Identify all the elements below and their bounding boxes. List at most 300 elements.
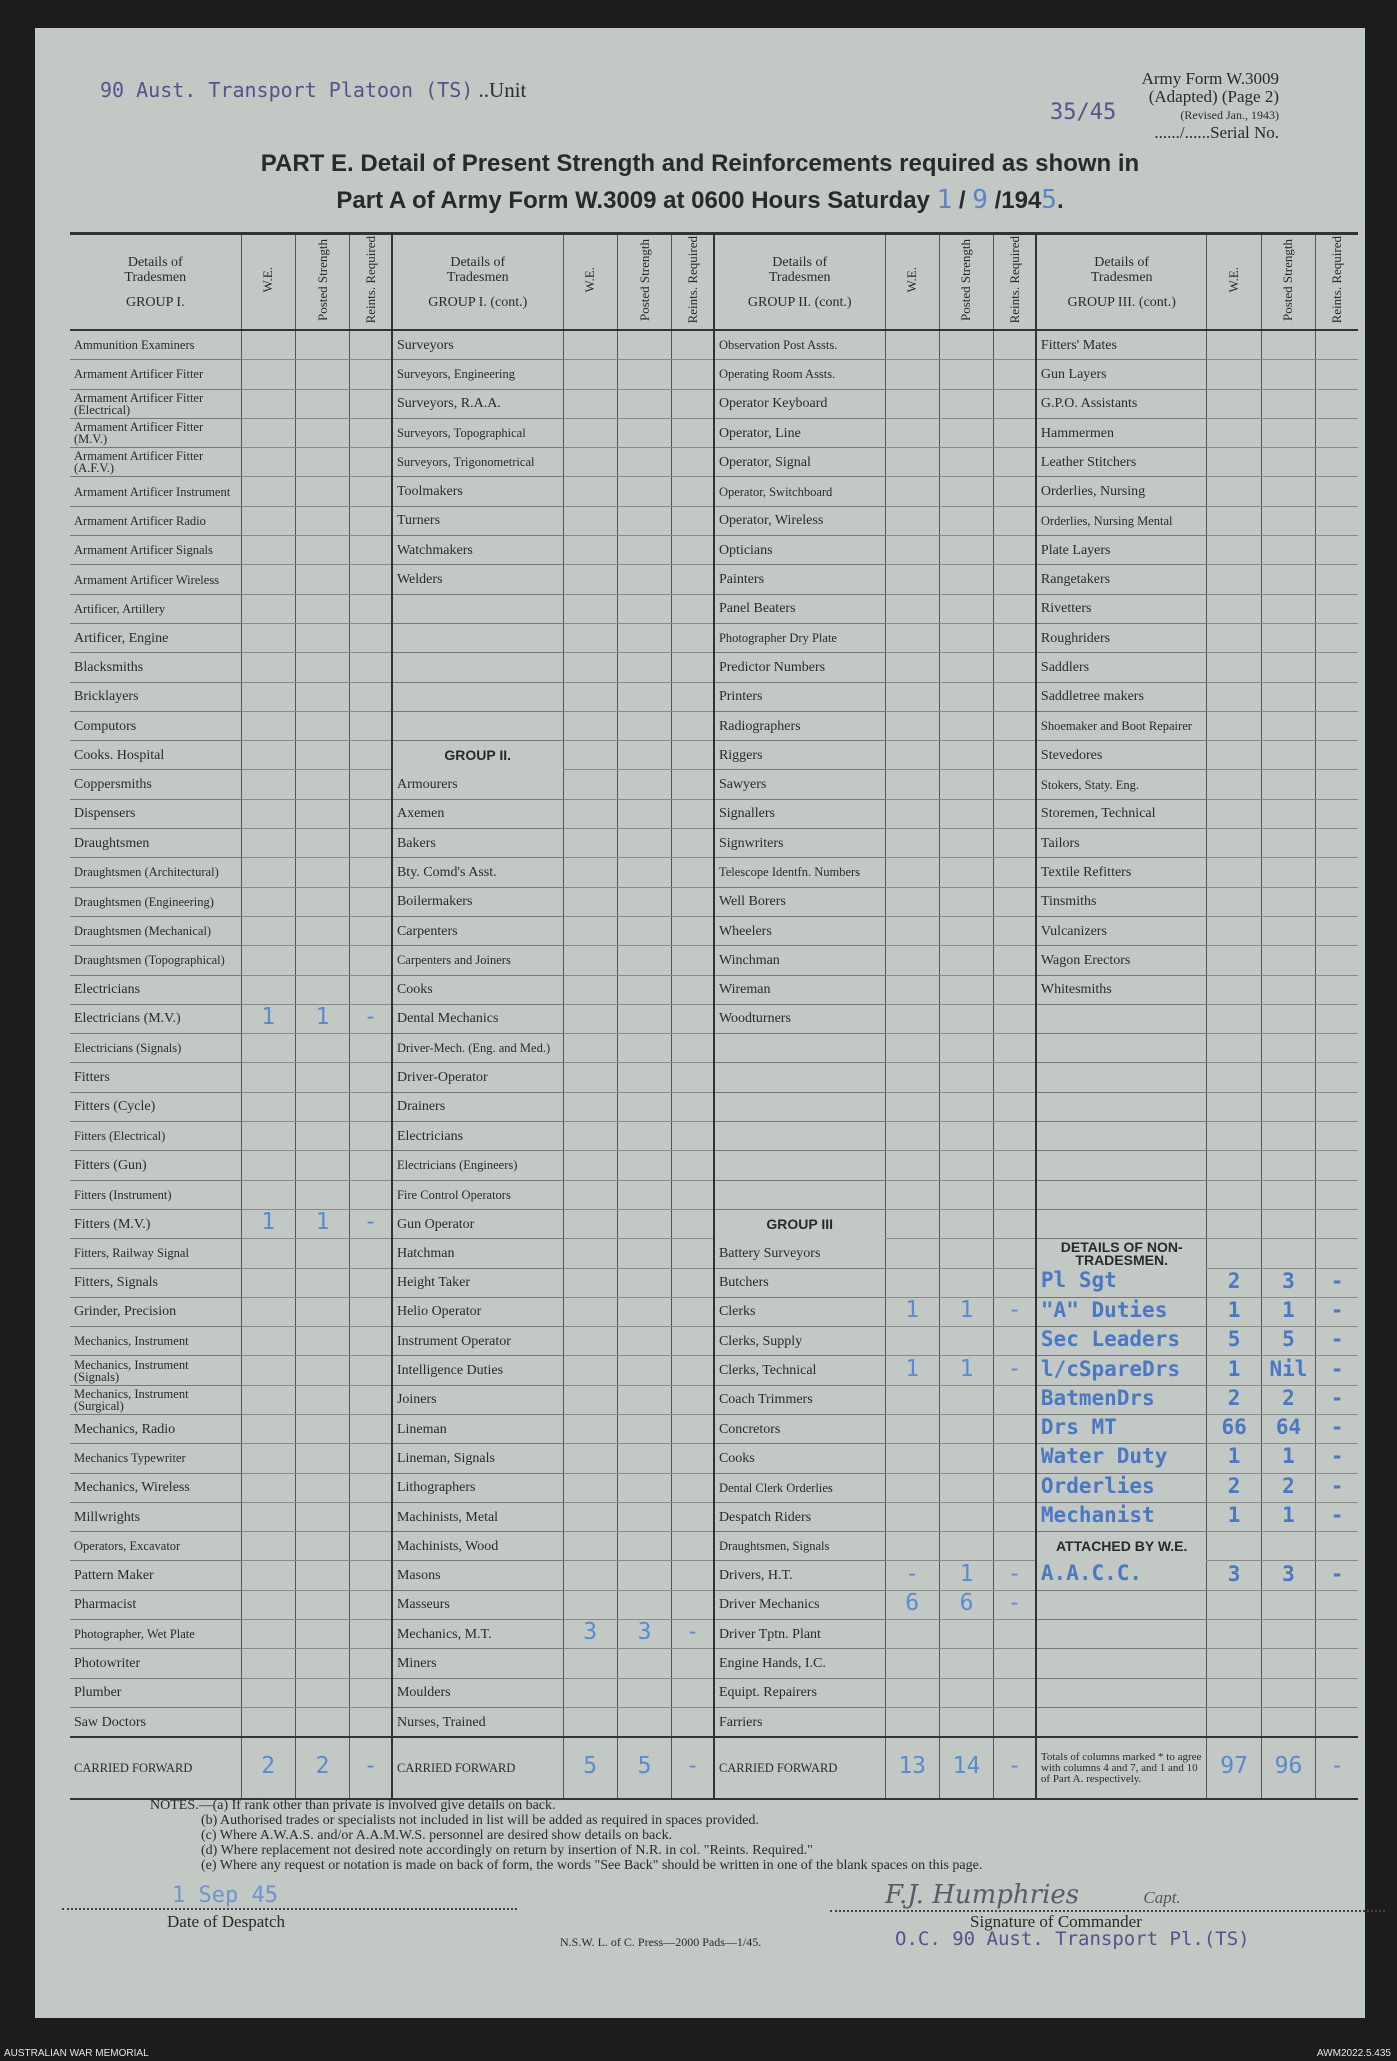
reints-cell[interactable] — [994, 1532, 1036, 1561]
posted-cell[interactable] — [295, 946, 349, 975]
we-cell[interactable] — [885, 1414, 939, 1443]
posted-cell[interactable] — [295, 711, 349, 740]
reints-cell[interactable] — [672, 536, 714, 565]
reints-cell[interactable] — [994, 1151, 1036, 1180]
reints-cell[interactable] — [350, 1004, 392, 1033]
reints-cell[interactable] — [994, 1297, 1036, 1326]
reints-cell[interactable] — [350, 1561, 392, 1590]
posted-cell[interactable] — [295, 1209, 349, 1238]
reints-cell[interactable] — [350, 1444, 392, 1473]
posted-cell[interactable] — [939, 653, 993, 682]
reints-cell[interactable] — [350, 1356, 392, 1385]
posted-cell[interactable] — [295, 1063, 349, 1092]
posted-cell[interactable] — [1261, 360, 1315, 389]
reints-cell[interactable] — [350, 418, 392, 447]
reints-cell[interactable] — [1316, 418, 1358, 447]
reints-cell[interactable] — [672, 1122, 714, 1151]
reints-cell[interactable] — [994, 418, 1036, 447]
posted-cell[interactable] — [295, 477, 349, 506]
posted-cell[interactable] — [295, 1239, 349, 1268]
we-cell[interactable] — [563, 389, 617, 418]
we-cell[interactable] — [1207, 770, 1261, 799]
posted-cell[interactable] — [939, 711, 993, 740]
reints-cell[interactable] — [994, 1414, 1036, 1443]
we-cell[interactable] — [241, 448, 295, 477]
reints-cell[interactable] — [1316, 887, 1358, 916]
reints-cell[interactable] — [1316, 536, 1358, 565]
reints-cell[interactable] — [350, 946, 392, 975]
reints-cell[interactable] — [1316, 1063, 1358, 1092]
posted-cell[interactable] — [617, 536, 671, 565]
we-cell[interactable] — [563, 1532, 617, 1561]
we-cell[interactable] — [1207, 477, 1261, 506]
posted-cell[interactable] — [939, 829, 993, 858]
we-cell[interactable] — [241, 1268, 295, 1297]
we-cell[interactable] — [885, 1620, 939, 1649]
reints-cell[interactable] — [672, 1473, 714, 1502]
we-cell[interactable] — [241, 330, 295, 360]
reints-cell[interactable] — [672, 887, 714, 916]
posted-cell[interactable] — [617, 594, 671, 623]
posted-cell[interactable] — [1261, 1356, 1315, 1385]
posted-cell[interactable] — [1261, 887, 1315, 916]
posted-cell[interactable] — [939, 887, 993, 916]
we-cell[interactable] — [563, 477, 617, 506]
we-cell[interactable] — [1207, 858, 1261, 887]
we-cell[interactable] — [885, 1327, 939, 1356]
posted-cell[interactable] — [939, 1122, 993, 1151]
reints-cell[interactable] — [350, 711, 392, 740]
we-cell[interactable] — [885, 506, 939, 535]
posted-cell[interactable] — [939, 946, 993, 975]
we-cell[interactable] — [563, 887, 617, 916]
reints-cell[interactable] — [1316, 770, 1358, 799]
reints-cell[interactable] — [1316, 916, 1358, 945]
reints-cell[interactable] — [994, 477, 1036, 506]
we-cell[interactable] — [1207, 711, 1261, 740]
posted-cell[interactable] — [1261, 330, 1315, 360]
we-cell[interactable] — [563, 1034, 617, 1063]
we-cell[interactable] — [885, 1532, 939, 1561]
reints-cell[interactable] — [350, 594, 392, 623]
posted-cell[interactable] — [939, 1268, 993, 1297]
posted-cell[interactable] — [1261, 1268, 1315, 1297]
posted-cell[interactable] — [295, 1649, 349, 1678]
reints-cell[interactable] — [672, 1151, 714, 1180]
posted-cell[interactable] — [295, 389, 349, 418]
we-cell[interactable] — [885, 975, 939, 1004]
we-cell[interactable] — [885, 594, 939, 623]
posted-cell[interactable] — [617, 1122, 671, 1151]
reints-cell[interactable] — [1316, 1034, 1358, 1063]
we-cell[interactable] — [241, 477, 295, 506]
reints-cell[interactable] — [672, 623, 714, 652]
we-cell[interactable] — [563, 711, 617, 740]
we-cell[interactable] — [885, 1092, 939, 1121]
we-cell[interactable] — [241, 1122, 295, 1151]
reints-cell[interactable] — [994, 1209, 1036, 1238]
posted-cell[interactable] — [295, 653, 349, 682]
reints-cell[interactable] — [994, 565, 1036, 594]
posted-cell[interactable] — [617, 1385, 671, 1414]
posted-cell[interactable] — [939, 1385, 993, 1414]
we-cell[interactable] — [563, 1268, 617, 1297]
posted-cell[interactable] — [617, 858, 671, 887]
posted-cell[interactable] — [295, 1678, 349, 1707]
we-cell[interactable] — [885, 887, 939, 916]
we-cell[interactable] — [241, 1063, 295, 1092]
we-cell[interactable] — [241, 1151, 295, 1180]
we-cell[interactable] — [1207, 1268, 1261, 1297]
reints-cell[interactable] — [1316, 1473, 1358, 1502]
posted-cell[interactable] — [617, 741, 671, 770]
posted-cell[interactable] — [617, 1034, 671, 1063]
posted-cell[interactable] — [939, 770, 993, 799]
we-cell[interactable] — [1207, 1297, 1261, 1326]
we-cell[interactable] — [885, 1297, 939, 1326]
posted-cell[interactable] — [1261, 1473, 1315, 1502]
posted-cell[interactable] — [617, 1707, 671, 1737]
posted-cell[interactable] — [295, 1122, 349, 1151]
reints-cell[interactable] — [350, 1122, 392, 1151]
reints-cell[interactable] — [672, 1239, 714, 1268]
we-cell[interactable] — [241, 916, 295, 945]
posted-cell[interactable] — [1261, 565, 1315, 594]
reints-cell[interactable] — [672, 1180, 714, 1209]
posted-cell[interactable] — [1261, 770, 1315, 799]
reints-cell[interactable] — [350, 1737, 392, 1799]
we-cell[interactable] — [885, 799, 939, 828]
posted-cell[interactable] — [295, 448, 349, 477]
we-cell[interactable] — [563, 682, 617, 711]
reints-cell[interactable] — [1316, 1502, 1358, 1531]
posted-cell[interactable] — [1261, 1034, 1315, 1063]
posted-cell[interactable] — [617, 506, 671, 535]
posted-cell[interactable] — [1261, 1385, 1315, 1414]
posted-cell[interactable] — [295, 1414, 349, 1443]
posted-cell[interactable] — [1261, 477, 1315, 506]
posted-cell[interactable] — [939, 1297, 993, 1326]
reints-cell[interactable] — [994, 1561, 1036, 1590]
posted-cell[interactable] — [939, 1502, 993, 1531]
reints-cell[interactable] — [350, 565, 392, 594]
posted-cell[interactable] — [939, 1356, 993, 1385]
we-cell[interactable] — [241, 1385, 295, 1414]
reints-cell[interactable] — [1316, 1239, 1358, 1268]
reints-cell[interactable] — [1316, 829, 1358, 858]
reints-cell[interactable] — [350, 1678, 392, 1707]
posted-cell[interactable] — [1261, 1620, 1315, 1649]
reints-cell[interactable] — [1316, 1678, 1358, 1707]
posted-cell[interactable] — [295, 858, 349, 887]
reints-cell[interactable] — [672, 506, 714, 535]
reints-cell[interactable] — [1316, 682, 1358, 711]
reints-cell[interactable] — [350, 887, 392, 916]
we-cell[interactable] — [1207, 741, 1261, 770]
we-cell[interactable] — [885, 477, 939, 506]
we-cell[interactable] — [1207, 1649, 1261, 1678]
posted-cell[interactable] — [1261, 946, 1315, 975]
reints-cell[interactable] — [994, 1473, 1036, 1502]
posted-cell[interactable] — [1261, 1502, 1315, 1531]
reints-cell[interactable] — [1316, 1444, 1358, 1473]
posted-cell[interactable] — [939, 1737, 993, 1799]
reints-cell[interactable] — [672, 1737, 714, 1799]
reints-cell[interactable] — [994, 1092, 1036, 1121]
we-cell[interactable] — [1207, 1561, 1261, 1590]
reints-cell[interactable] — [994, 1737, 1036, 1799]
we-cell[interactable] — [563, 1151, 617, 1180]
we-cell[interactable] — [563, 1590, 617, 1619]
we-cell[interactable] — [1207, 623, 1261, 652]
reints-cell[interactable] — [672, 1297, 714, 1326]
reints-cell[interactable] — [350, 360, 392, 389]
we-cell[interactable] — [241, 1004, 295, 1033]
we-cell[interactable] — [885, 1180, 939, 1209]
we-cell[interactable] — [1207, 1414, 1261, 1443]
reints-cell[interactable] — [994, 1502, 1036, 1531]
we-cell[interactable] — [563, 1327, 617, 1356]
posted-cell[interactable] — [295, 916, 349, 945]
reints-cell[interactable] — [994, 1678, 1036, 1707]
we-cell[interactable] — [885, 858, 939, 887]
posted-cell[interactable] — [295, 1620, 349, 1649]
reints-cell[interactable] — [1316, 1180, 1358, 1209]
posted-cell[interactable] — [295, 887, 349, 916]
posted-cell[interactable] — [939, 799, 993, 828]
reints-cell[interactable] — [994, 829, 1036, 858]
we-cell[interactable] — [1207, 887, 1261, 916]
we-cell[interactable] — [1207, 1590, 1261, 1619]
we-cell[interactable] — [885, 1209, 939, 1238]
reints-cell[interactable] — [994, 916, 1036, 945]
posted-cell[interactable] — [617, 360, 671, 389]
posted-cell[interactable] — [1261, 1590, 1315, 1619]
reints-cell[interactable] — [672, 1327, 714, 1356]
posted-cell[interactable] — [617, 799, 671, 828]
reints-cell[interactable] — [1316, 506, 1358, 535]
reints-cell[interactable] — [350, 1180, 392, 1209]
we-cell[interactable] — [885, 711, 939, 740]
reints-cell[interactable] — [994, 1649, 1036, 1678]
posted-cell[interactable] — [939, 1473, 993, 1502]
reints-cell[interactable] — [672, 829, 714, 858]
reints-cell[interactable] — [350, 799, 392, 828]
posted-cell[interactable] — [617, 389, 671, 418]
posted-cell[interactable] — [1261, 741, 1315, 770]
we-cell[interactable] — [563, 916, 617, 945]
reints-cell[interactable] — [672, 448, 714, 477]
reints-cell[interactable] — [994, 1356, 1036, 1385]
reints-cell[interactable] — [994, 1444, 1036, 1473]
posted-cell[interactable] — [939, 506, 993, 535]
posted-cell[interactable] — [939, 330, 993, 360]
reints-cell[interactable] — [1316, 1268, 1358, 1297]
reints-cell[interactable] — [672, 1590, 714, 1619]
reints-cell[interactable] — [1316, 1414, 1358, 1443]
reints-cell[interactable] — [672, 1620, 714, 1649]
we-cell[interactable] — [1207, 1063, 1261, 1092]
we-cell[interactable] — [241, 975, 295, 1004]
posted-cell[interactable] — [295, 1268, 349, 1297]
we-cell[interactable] — [885, 1737, 939, 1799]
posted-cell[interactable] — [617, 330, 671, 360]
posted-cell[interactable] — [617, 1209, 671, 1238]
reints-cell[interactable] — [1316, 1356, 1358, 1385]
we-cell[interactable] — [1207, 916, 1261, 945]
we-cell[interactable] — [563, 1180, 617, 1209]
posted-cell[interactable] — [617, 1414, 671, 1443]
we-cell[interactable] — [885, 1356, 939, 1385]
we-cell[interactable] — [563, 829, 617, 858]
we-cell[interactable] — [563, 1678, 617, 1707]
we-cell[interactable] — [563, 858, 617, 887]
posted-cell[interactable] — [617, 1473, 671, 1502]
we-cell[interactable] — [885, 389, 939, 418]
reints-cell[interactable] — [672, 389, 714, 418]
reints-cell[interactable] — [994, 858, 1036, 887]
posted-cell[interactable] — [1261, 1561, 1315, 1590]
reints-cell[interactable] — [994, 1004, 1036, 1033]
reints-cell[interactable] — [994, 448, 1036, 477]
we-cell[interactable] — [563, 1649, 617, 1678]
posted-cell[interactable] — [939, 418, 993, 447]
reints-cell[interactable] — [672, 1356, 714, 1385]
reints-cell[interactable] — [350, 330, 392, 360]
we-cell[interactable] — [1207, 1004, 1261, 1033]
reints-cell[interactable] — [672, 858, 714, 887]
posted-cell[interactable] — [617, 711, 671, 740]
reints-cell[interactable] — [350, 1268, 392, 1297]
we-cell[interactable] — [885, 623, 939, 652]
posted-cell[interactable] — [939, 1209, 993, 1238]
reints-cell[interactable] — [672, 1444, 714, 1473]
we-cell[interactable] — [563, 1122, 617, 1151]
we-cell[interactable] — [885, 418, 939, 447]
posted-cell[interactable] — [295, 741, 349, 770]
we-cell[interactable] — [1207, 330, 1261, 360]
posted-cell[interactable] — [1261, 1004, 1315, 1033]
posted-cell[interactable] — [295, 1034, 349, 1063]
we-cell[interactable] — [1207, 1122, 1261, 1151]
reints-cell[interactable] — [994, 1122, 1036, 1151]
we-cell[interactable] — [563, 1561, 617, 1590]
we-cell[interactable] — [885, 1473, 939, 1502]
we-cell[interactable] — [885, 829, 939, 858]
we-cell[interactable] — [563, 536, 617, 565]
posted-cell[interactable] — [939, 536, 993, 565]
we-cell[interactable] — [885, 448, 939, 477]
posted-cell[interactable] — [617, 1356, 671, 1385]
we-cell[interactable] — [1207, 975, 1261, 1004]
posted-cell[interactable] — [1261, 623, 1315, 652]
we-cell[interactable] — [241, 946, 295, 975]
we-cell[interactable] — [241, 1649, 295, 1678]
reints-cell[interactable] — [994, 1268, 1036, 1297]
we-cell[interactable] — [1207, 360, 1261, 389]
we-cell[interactable] — [1207, 1034, 1261, 1063]
reints-cell[interactable] — [672, 682, 714, 711]
we-cell[interactable] — [563, 1444, 617, 1473]
reints-cell[interactable] — [1316, 1561, 1358, 1590]
posted-cell[interactable] — [1261, 711, 1315, 740]
we-cell[interactable] — [1207, 1239, 1261, 1268]
posted-cell[interactable] — [617, 418, 671, 447]
we-cell[interactable] — [563, 623, 617, 652]
reints-cell[interactable] — [672, 1678, 714, 1707]
posted-cell[interactable] — [1261, 418, 1315, 447]
reints-cell[interactable] — [1316, 1737, 1358, 1799]
posted-cell[interactable] — [617, 565, 671, 594]
we-cell[interactable] — [885, 1590, 939, 1619]
reints-cell[interactable] — [350, 1151, 392, 1180]
reints-cell[interactable] — [994, 1239, 1036, 1268]
reints-cell[interactable] — [350, 1620, 392, 1649]
we-cell[interactable] — [241, 858, 295, 887]
posted-cell[interactable] — [295, 1180, 349, 1209]
reints-cell[interactable] — [994, 506, 1036, 535]
we-cell[interactable] — [885, 1268, 939, 1297]
posted-cell[interactable] — [1261, 653, 1315, 682]
reints-cell[interactable] — [994, 741, 1036, 770]
posted-cell[interactable] — [1261, 1063, 1315, 1092]
we-cell[interactable] — [1207, 1385, 1261, 1414]
we-cell[interactable] — [885, 1122, 939, 1151]
we-cell[interactable] — [563, 1385, 617, 1414]
we-cell[interactable] — [1207, 1444, 1261, 1473]
posted-cell[interactable] — [939, 1678, 993, 1707]
we-cell[interactable] — [241, 741, 295, 770]
reints-cell[interactable] — [672, 1649, 714, 1678]
reints-cell[interactable] — [994, 389, 1036, 418]
we-cell[interactable] — [885, 1063, 939, 1092]
reints-cell[interactable] — [350, 1385, 392, 1414]
reints-cell[interactable] — [1316, 448, 1358, 477]
reints-cell[interactable] — [672, 1092, 714, 1121]
we-cell[interactable] — [563, 1092, 617, 1121]
posted-cell[interactable] — [939, 1649, 993, 1678]
we-cell[interactable] — [1207, 1180, 1261, 1209]
reints-cell[interactable] — [350, 1297, 392, 1326]
posted-cell[interactable] — [295, 565, 349, 594]
we-cell[interactable] — [885, 1385, 939, 1414]
reints-cell[interactable] — [1316, 1590, 1358, 1619]
posted-cell[interactable] — [939, 1092, 993, 1121]
reints-cell[interactable] — [350, 1239, 392, 1268]
reints-cell[interactable] — [350, 1092, 392, 1121]
reints-cell[interactable] — [672, 565, 714, 594]
we-cell[interactable] — [563, 418, 617, 447]
posted-cell[interactable] — [1261, 682, 1315, 711]
we-cell[interactable] — [885, 1561, 939, 1590]
posted-cell[interactable] — [939, 975, 993, 1004]
posted-cell[interactable] — [295, 1092, 349, 1121]
we-cell[interactable] — [563, 1297, 617, 1326]
posted-cell[interactable] — [939, 1151, 993, 1180]
we-cell[interactable] — [1207, 1151, 1261, 1180]
we-cell[interactable] — [885, 1649, 939, 1678]
reints-cell[interactable] — [672, 1268, 714, 1297]
reints-cell[interactable] — [1316, 477, 1358, 506]
reints-cell[interactable] — [672, 477, 714, 506]
we-cell[interactable] — [1207, 1502, 1261, 1531]
posted-cell[interactable] — [617, 1151, 671, 1180]
reints-cell[interactable] — [350, 536, 392, 565]
posted-cell[interactable] — [939, 448, 993, 477]
we-cell[interactable] — [563, 1004, 617, 1033]
reints-cell[interactable] — [994, 799, 1036, 828]
posted-cell[interactable] — [295, 536, 349, 565]
